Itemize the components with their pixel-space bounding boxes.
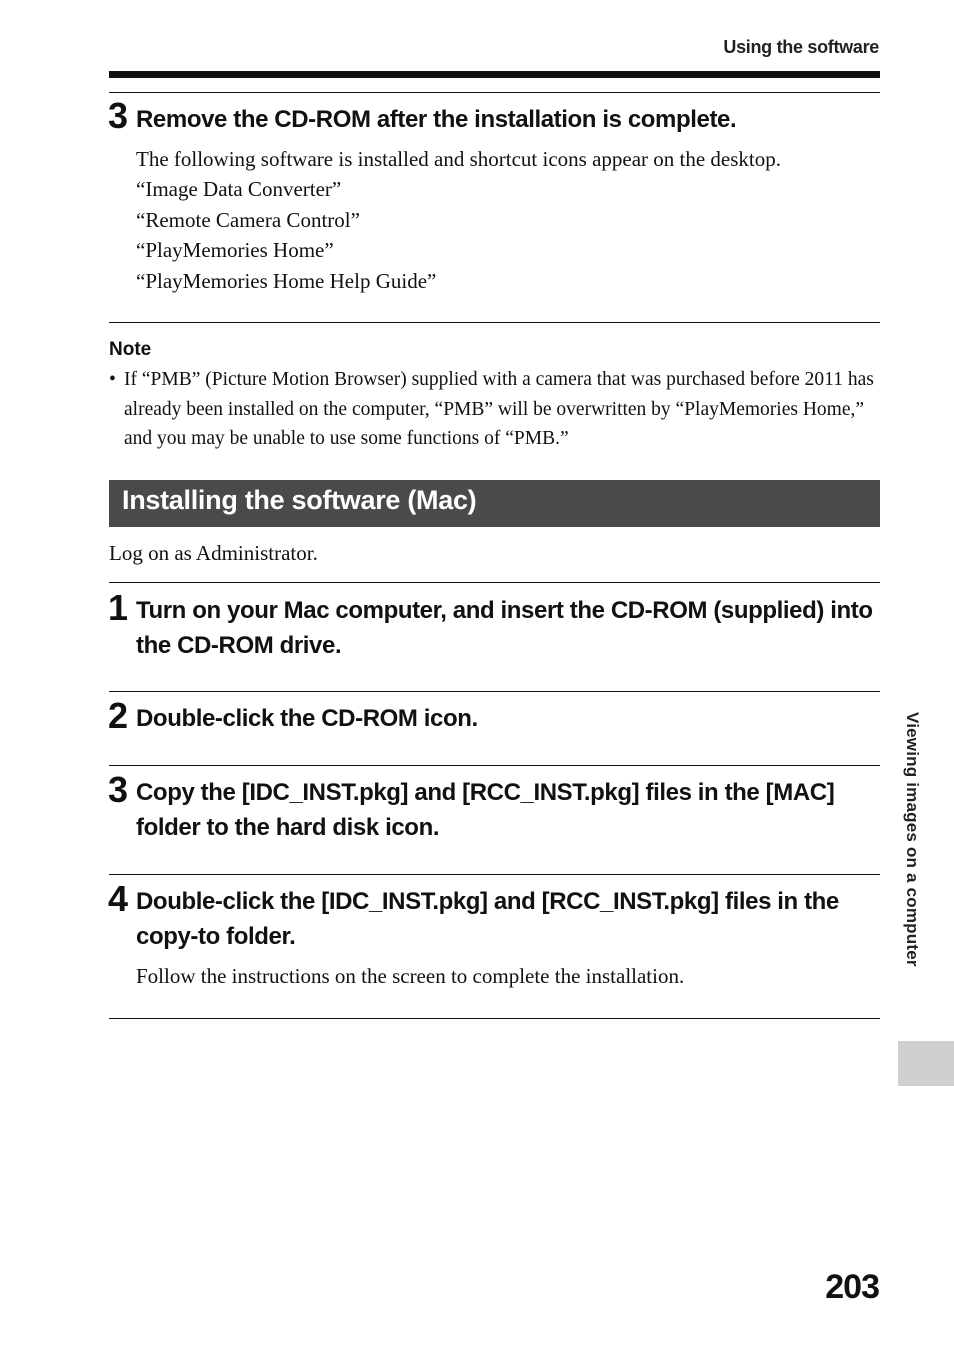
- note-divider: [109, 322, 880, 323]
- step-divider: [109, 92, 880, 93]
- step-number: 1: [108, 587, 128, 628]
- section-end-rule: [109, 1018, 880, 1019]
- step-title: Remove the CD-ROM after the installation is complete.: [136, 106, 737, 133]
- side-tab-marker: [898, 1041, 954, 1086]
- step-number: 4: [108, 878, 128, 919]
- step-number: 3: [108, 769, 128, 810]
- note-heading: Note: [109, 339, 152, 360]
- header-rule: [109, 71, 880, 78]
- section-heading-bar: [109, 480, 880, 527]
- step-title: Double-click the [IDC_INST.pkg] and [RCC_INST.pkg] files in the copy-to folder.: [136, 888, 839, 950]
- side-tab-label: Viewing images on a computer: [903, 712, 922, 967]
- step-number: 2: [108, 695, 128, 736]
- step-divider: [109, 582, 880, 583]
- page-number: 203: [825, 1268, 879, 1306]
- software-item: “PlayMemories Home”: [136, 238, 334, 262]
- section-title: Installing the software (Mac): [122, 485, 477, 515]
- software-item: “Remote Camera Control”: [136, 208, 360, 232]
- step-description: The following software is installed and shortcut icons appear on the desktop.: [136, 147, 782, 171]
- note-bullet: •: [109, 369, 116, 390]
- section-intro: Log on as Administrator.: [109, 541, 318, 565]
- step-divider: [109, 691, 880, 692]
- step-number: 3: [108, 95, 128, 136]
- step-title: Double-click the CD-ROM icon.: [136, 705, 478, 732]
- running-header-title: Using the software: [723, 37, 879, 57]
- step-detail: Follow the instructions on the screen to complete the installation.: [136, 964, 685, 988]
- note-text: If “PMB” (Picture Motion Browser) supplied with a camera that was purchased before 2011 has already been installed on the computer, “PMB” will be overwritten by “PlayMemories Home,” and you may be unable to use some functions of “PMB.”: [124, 369, 874, 449]
- step-divider: [109, 765, 880, 766]
- step-title: Turn on your Mac computer, and insert the CD-ROM (supplied) into the CD-ROM drive.: [136, 597, 873, 659]
- step-divider: [109, 874, 880, 875]
- software-item: “PlayMemories Home Help Guide”: [136, 269, 437, 293]
- software-item: “Image Data Converter”: [136, 177, 342, 201]
- step-title: Copy the [IDC_INST.pkg] and [RCC_INST.pkg] files in the [MAC] folder to the hard disk icon.: [136, 779, 835, 841]
